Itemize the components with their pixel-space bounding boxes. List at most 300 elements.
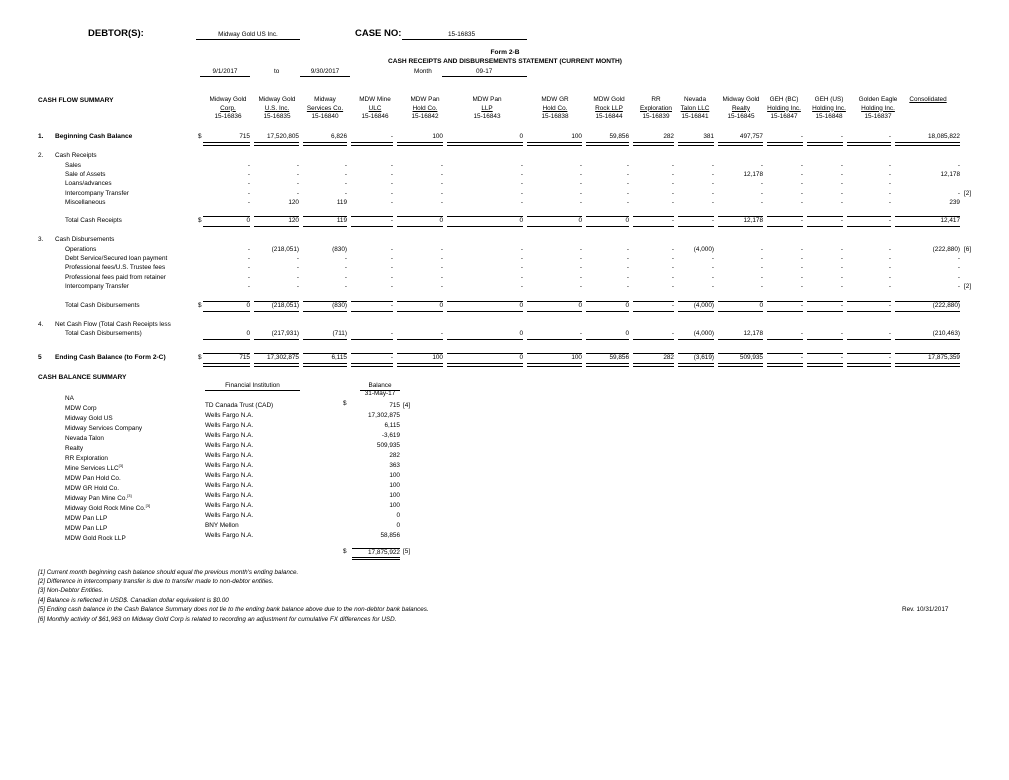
- disbursement-row-cell: (218,051): [271, 246, 299, 253]
- receipt-row-label: Loans/advances: [65, 180, 112, 187]
- row-rule: [303, 142, 347, 146]
- row-rule: [678, 226, 714, 227]
- disbursement-row-cell: -: [247, 264, 250, 271]
- balance-amount: 100: [389, 472, 400, 479]
- disbursement-row-cell: -: [840, 255, 843, 262]
- balance-entity-text: Midway Services Company: [65, 425, 143, 433]
- disbursement-row-cell: -: [520, 255, 523, 262]
- column-header-line2: ULC: [368, 104, 382, 112]
- column-header-line2: Services Co.: [306, 104, 344, 112]
- total-disbursements-cell: 0: [519, 302, 523, 309]
- net-cash-flow-label-2: Total Cash Disbursements): [65, 330, 142, 337]
- total-receipts-cell: -: [390, 217, 393, 224]
- balance-total-note: [5]: [403, 548, 411, 555]
- section-4-num: 4.: [38, 321, 44, 328]
- column-header-line2: Talon LLC: [680, 104, 710, 112]
- disbursement-row-cell: -: [390, 255, 393, 262]
- disbursement-row-cell: (222,880): [932, 246, 960, 253]
- disbursement-row-cell: -: [888, 283, 891, 290]
- row-rule: [527, 339, 582, 340]
- balance-entity-sup: [3]: [127, 493, 132, 498]
- debtor-value: Midway Gold US Inc.: [196, 31, 300, 40]
- row-rule: [351, 339, 393, 340]
- net-cash-flow-cell: 12,178: [743, 330, 763, 337]
- receipt-row-cell: -: [800, 171, 803, 178]
- disbursement-row-cell: -: [520, 274, 523, 281]
- receipt-row-label: Intercompany Transfer: [65, 190, 129, 197]
- column-header-case: 15-16839: [642, 113, 670, 120]
- disbursement-row-cell: -: [888, 264, 891, 271]
- balance-note: [4]: [403, 402, 411, 409]
- receipt-row-cell: -: [440, 180, 443, 187]
- balance-amount: 17,302,875: [368, 412, 400, 419]
- receipt-row-cell: -: [440, 171, 443, 178]
- row-rule: [254, 142, 299, 146]
- total-disbursements-cell: 0: [246, 302, 250, 309]
- row-rule: [767, 226, 803, 227]
- total-receipts-cell: 0: [578, 217, 582, 224]
- disbursement-row-cell: -: [247, 255, 250, 262]
- total-receipts-dollar: $: [198, 217, 202, 224]
- disbursement-row-cell: -: [671, 246, 674, 253]
- column-header-line1: Midway Gold: [722, 96, 760, 103]
- disbursement-row-cell: -: [520, 283, 523, 290]
- column-header-line1: Golden Eagle: [858, 96, 898, 103]
- net-cash-flow-cell: (711): [332, 330, 347, 337]
- row-rule: [586, 142, 629, 146]
- column-header-line2: LLP: [481, 104, 493, 112]
- footnote-1: [1] Current month beginning cash balance should equal the previous month's ending balance.: [38, 569, 299, 576]
- beginning-balance-cell: -: [888, 133, 891, 140]
- receipt-row-cell: -: [520, 162, 523, 169]
- receipt-row-cell: -: [296, 171, 299, 178]
- row-rule: [895, 142, 960, 146]
- receipt-row-cell: -: [296, 162, 299, 169]
- column-header-case: 15-16837: [864, 113, 892, 120]
- balance-institution: Wells Fargo N.A.: [205, 532, 254, 539]
- receipt-row-cell: -: [344, 180, 347, 187]
- row-rule: [718, 363, 763, 367]
- row-rule: [527, 142, 582, 146]
- statement-title: CASH RECEIPTS AND DISBURSEMENTS STATEMENT (CURRENT MONTH): [388, 58, 622, 65]
- receipt-row-cell: -: [520, 190, 523, 197]
- disbursement-row-cell: -: [579, 255, 582, 262]
- receipt-row-cell: -: [671, 171, 674, 178]
- balance-total: 17,875,922: [352, 548, 400, 560]
- row-rule: [203, 226, 250, 227]
- disbursement-row-cell: -: [840, 274, 843, 281]
- receipt-row-label: Sale of Assets: [65, 171, 106, 178]
- row-rule: [767, 363, 803, 367]
- balance-amount: 100: [389, 502, 400, 509]
- disbursement-row-cell: -: [440, 246, 443, 253]
- receipt-row-note: [2]: [964, 190, 972, 197]
- receipt-row-cell: -: [840, 180, 843, 187]
- disbursement-row-cell: -: [626, 274, 629, 281]
- beginning-balance-cell: 6,826: [331, 133, 347, 140]
- footnote-5: [5] Ending cash balance in the Cash Balance Summary does not tie to the ending bank balance above due to the non-debtor bank balances.: [38, 606, 429, 613]
- balance-date: 31-May-17: [364, 390, 396, 397]
- receipt-row-cell: -: [247, 162, 250, 169]
- receipt-row-cell: -: [626, 180, 629, 187]
- receipt-row-cell: -: [671, 190, 674, 197]
- disbursement-row-cell: -: [440, 274, 443, 281]
- disbursement-row-note: [2]: [964, 283, 972, 290]
- disbursement-row-cell: -: [390, 264, 393, 271]
- disbursement-row-cell: -: [520, 246, 523, 253]
- receipt-row-cell: -: [760, 180, 763, 187]
- row-rule: [895, 311, 960, 312]
- balance-institution: Wells Fargo N.A.: [205, 432, 254, 439]
- disbursement-row-cell: -: [247, 274, 250, 281]
- footnote-6: [6] Monthly activity of $61,963 on Midway Gold Corp is related to recording an adjustment for cumulative FX differences for USD.: [38, 616, 397, 623]
- section-2-num: 2.: [38, 152, 44, 159]
- balance-entity-text: MDW Pan Hold Co.: [65, 475, 121, 483]
- balance-entity-text: Midway Pan Mine Co.: [65, 495, 128, 503]
- disbursement-row-cell: -: [671, 255, 674, 262]
- financial-institution-header: Financial Institution: [205, 382, 300, 391]
- disbursement-row-cell: -: [296, 255, 299, 262]
- column-header-line2: Consolidated: [909, 96, 947, 103]
- disbursement-row-cell: -: [247, 246, 250, 253]
- column-header-case: 15-16848: [815, 113, 843, 120]
- ending-balance-cell: 509,935: [739, 354, 763, 361]
- receipt-row-cell: -: [344, 162, 347, 169]
- form-number: Form 2-B: [490, 49, 520, 56]
- disbursement-row-cell: -: [296, 274, 299, 281]
- row-rule: [303, 363, 347, 367]
- receipt-row-cell: -: [760, 199, 763, 206]
- column-header-line1: Midway Gold: [209, 96, 247, 103]
- footnote-2: [2] Difference in intercompany transfer is due to transfer made to non-debtor entities.: [38, 578, 274, 585]
- balance-institution: BNY Mellon: [205, 522, 239, 529]
- row-rule: [807, 142, 843, 146]
- beginning-balance-cell: -: [390, 133, 393, 140]
- disbursement-row-cell: -: [711, 283, 714, 290]
- footnote-3: [3] Non-Debtor Entities.: [38, 587, 104, 594]
- receipt-row-cell: -: [760, 162, 763, 169]
- receipt-row-cell: -: [800, 199, 803, 206]
- column-header-line1: MDW Pan: [472, 96, 502, 103]
- disbursement-row-cell: -: [957, 255, 960, 262]
- receipt-row-cell: -: [800, 190, 803, 197]
- balance-entity-sup: [3]: [145, 503, 151, 508]
- receipt-row-cell: -: [247, 180, 250, 187]
- balance-amount: 509,935: [376, 442, 400, 449]
- ending-balance-cell: 100: [571, 354, 582, 361]
- receipt-row-cell: -: [626, 190, 629, 197]
- receipt-row-cell: -: [390, 162, 393, 169]
- balance-entity-text: Midway Gold Rock Mine Co.: [65, 505, 146, 513]
- disbursement-row-cell: -: [626, 246, 629, 253]
- receipt-row-cell: -: [440, 190, 443, 197]
- disbursement-row-cell: -: [800, 283, 803, 290]
- balance-institution: Wells Fargo N.A.: [205, 412, 254, 419]
- disbursement-row-cell: -: [888, 274, 891, 281]
- disbursement-row-label: Professional fees paid from retainer: [65, 274, 166, 281]
- disbursement-row-cell: -: [671, 274, 674, 281]
- ending-dollar-sign: $: [198, 354, 202, 361]
- beginning-balance-cell: 59,856: [609, 133, 629, 140]
- row-rule: [203, 311, 250, 312]
- disbursement-row-cell: -: [840, 264, 843, 271]
- row-rule: [718, 142, 763, 146]
- ending-balance-cell: 17,302,875: [267, 354, 299, 361]
- row-rule: [678, 142, 714, 146]
- receipt-row-cell: -: [390, 171, 393, 178]
- cash-flow-summary-label: CASH FLOW SUMMARY: [38, 97, 114, 104]
- row-rule: [586, 363, 629, 367]
- disbursement-row-cell: -: [711, 264, 714, 271]
- ending-balance-cell: -: [840, 354, 843, 361]
- disbursement-row-cell: -: [247, 283, 250, 290]
- disbursement-row-cell: -: [957, 283, 960, 290]
- disbursement-row-cell: -: [626, 283, 629, 290]
- beginning-balance-cell: 381: [703, 133, 714, 140]
- disbursement-row-cell: -: [579, 283, 582, 290]
- beginning-dollar-sign: $: [198, 133, 202, 140]
- net-cash-flow-cell: -: [390, 330, 393, 337]
- receipt-row-cell: -: [888, 180, 891, 187]
- total-disbursements-cell: 0: [578, 302, 582, 309]
- column-header-case: 15-16846: [361, 113, 389, 120]
- balance-entity-text: Realty: [65, 445, 84, 453]
- disbursement-row-cell: -: [800, 274, 803, 281]
- receipt-row-cell: -: [711, 180, 714, 187]
- row-rule: [397, 363, 443, 367]
- total-receipts-cell: -: [671, 217, 674, 224]
- disbursement-row-cell: -: [440, 264, 443, 271]
- disbursement-row-label: Operations: [65, 246, 97, 253]
- balance-amount: -3,619: [381, 432, 400, 439]
- column-header-case: 15-16845: [727, 113, 755, 120]
- total-disbursements-label: Total Cash Disbursements: [65, 302, 140, 309]
- row-rule: [397, 311, 443, 312]
- column-header-line2: Exploration: [640, 104, 672, 112]
- total-disbursements-cell: -: [840, 302, 843, 309]
- disbursement-row-cell: -: [579, 274, 582, 281]
- section-3-num: 3.: [38, 236, 44, 243]
- balance-institution: Wells Fargo N.A.: [205, 502, 254, 509]
- ending-balance-cell: (3,619): [693, 354, 714, 361]
- column-header-case: 15-16841: [681, 113, 709, 120]
- row-rule: [447, 142, 523, 146]
- receipt-row-cell: -: [840, 199, 843, 206]
- row-rule: [254, 339, 299, 340]
- receipt-row-cell: -: [671, 199, 674, 206]
- receipt-row-cell: -: [957, 190, 960, 197]
- ending-balance-cell: 6,115: [331, 354, 347, 361]
- beginning-balance-cell: 0: [519, 133, 523, 140]
- column-header-14: [900, 96, 956, 105]
- total-receipts-cell: 12,178: [743, 217, 763, 224]
- receipt-row-cell: -: [888, 162, 891, 169]
- period-start: 9/1/2017: [200, 68, 250, 77]
- row-rule: [847, 142, 891, 146]
- balance-header: Balance: [360, 382, 400, 391]
- receipt-row-cell: -: [579, 199, 582, 206]
- receipt-row-cell: 239: [949, 199, 960, 206]
- column-header-3: [347, 96, 403, 122]
- disbursement-row-cell: -: [520, 264, 523, 271]
- receipt-row-cell: -: [760, 190, 763, 197]
- balance-institution: Wells Fargo N.A.: [205, 462, 254, 469]
- receipt-row-cell: -: [626, 162, 629, 169]
- receipt-row-cell: -: [840, 171, 843, 178]
- row-rule: [203, 142, 250, 146]
- column-header-12: [801, 96, 857, 122]
- balance-entity-text: Nevada Talon: [65, 435, 104, 443]
- section-5-num: 5: [38, 354, 42, 361]
- cash-disbursements-label: Cash Disbursements: [55, 236, 115, 243]
- column-header-line1: MDW Gold: [593, 96, 625, 103]
- column-header-line1: Midway: [314, 96, 336, 103]
- total-receipts-cell: -: [711, 217, 714, 224]
- row-rule: [718, 339, 763, 340]
- column-header-case: 15-16835: [263, 113, 291, 120]
- row-rule: [678, 311, 714, 312]
- receipt-row-cell: 119: [336, 199, 347, 206]
- beginning-cash-balance-label: Beginning Cash Balance: [55, 133, 133, 140]
- balance-entity-text: NA: [65, 395, 74, 403]
- total-receipts-cell: -: [888, 217, 891, 224]
- row-rule: [447, 363, 523, 367]
- row-rule: [447, 311, 523, 312]
- net-cash-flow-label: Net Cash Flow (Total Cash Receipts less: [55, 321, 171, 328]
- column-header-5: [459, 96, 515, 122]
- row-rule: [447, 339, 523, 340]
- row-rule: [203, 339, 250, 340]
- receipt-row-cell: 120: [288, 199, 299, 206]
- disbursement-row-cell: -: [296, 264, 299, 271]
- case-value: 15-16835: [402, 31, 527, 40]
- disbursement-row-label: Debt Service/Secured loan payment: [65, 255, 168, 262]
- column-header-case: 15-16842: [411, 113, 439, 120]
- row-rule: [847, 311, 891, 312]
- disbursement-row-cell: -: [711, 255, 714, 262]
- beginning-balance-cell: 100: [571, 133, 582, 140]
- column-header-line1: MDW GR: [541, 96, 569, 103]
- net-cash-flow-cell: 0: [246, 330, 250, 337]
- disbursement-row-cell: -: [344, 283, 347, 290]
- balance-total-dollar: $: [343, 548, 347, 555]
- disbursement-row-cell: (4,000): [693, 246, 714, 253]
- row-rule: [351, 311, 393, 312]
- cash-balance-summary-label: CASH BALANCE SUMMARY: [38, 374, 127, 381]
- column-header-line1: GEH (BC): [769, 96, 799, 103]
- receipt-row-cell: -: [390, 199, 393, 206]
- row-rule: [767, 142, 803, 146]
- receipt-row-cell: -: [440, 162, 443, 169]
- total-disbursements-cell: -: [800, 302, 803, 309]
- total-receipts-label: Total Cash Receipts: [65, 217, 122, 224]
- receipt-row-cell: -: [888, 199, 891, 206]
- balance-institution: Wells Fargo N.A.: [205, 472, 254, 479]
- ending-balance-cell: 17,875,359: [928, 354, 960, 361]
- receipt-row-cell: 12,178: [940, 171, 960, 178]
- footnote-4: [4] Balance is reflected in USD$. Canadian dollar equivalent is $0.00: [38, 597, 229, 604]
- column-header-line2: Corp.: [220, 104, 236, 112]
- balance-institution: Wells Fargo N.A.: [205, 422, 254, 429]
- row-rule: [447, 226, 523, 227]
- disbursement-row-note: [6]: [964, 246, 972, 253]
- revision-date: Rev. 10/31/2017: [902, 606, 949, 613]
- balance-amount: 715: [389, 402, 400, 409]
- balance-entity-name: [65, 532, 126, 543]
- row-rule: [303, 226, 347, 227]
- disbursement-row-cell: -: [760, 246, 763, 253]
- disbursement-row-cell: -: [671, 264, 674, 271]
- row-rule: [633, 142, 674, 146]
- row-rule: [847, 339, 891, 340]
- column-header-line1: RR: [651, 96, 661, 103]
- total-receipts-cell: 0: [625, 217, 629, 224]
- disbursement-row-cell: -: [888, 255, 891, 262]
- disbursement-row-cell: -: [760, 264, 763, 271]
- column-header-line2: U.S. Inc.: [264, 104, 290, 112]
- row-rule: [633, 339, 674, 340]
- disbursement-row-cell: -: [344, 255, 347, 262]
- column-header-line2: Rock LLP: [595, 104, 623, 112]
- receipt-row-cell: -: [579, 180, 582, 187]
- disbursement-row-cell: -: [760, 274, 763, 281]
- balance-entity-text: Midway Gold US: [65, 415, 113, 423]
- row-rule: [847, 226, 891, 227]
- row-rule: [586, 311, 629, 312]
- case-label: CASE NO:: [355, 28, 402, 39]
- period-end: 9/30/2017: [300, 68, 350, 77]
- disbursement-row-cell: -: [440, 255, 443, 262]
- total-disbursements-cell: -: [390, 302, 393, 309]
- ending-balance-cell: 100: [432, 354, 443, 361]
- receipt-row-cell: -: [344, 190, 347, 197]
- balance-amount: 58,856: [380, 532, 400, 539]
- balance-entity-text: MDW Pan LLP: [65, 515, 108, 523]
- month-label: Month: [414, 68, 432, 75]
- receipt-row-cell: -: [626, 199, 629, 206]
- ending-balance-cell: -: [888, 354, 891, 361]
- balance-amount: 100: [389, 492, 400, 499]
- row-rule: [767, 339, 803, 340]
- receipt-row-cell: -: [520, 171, 523, 178]
- total-disbursements-cell: 0: [759, 302, 763, 309]
- row-rule: [397, 142, 443, 146]
- column-header-case: 15-16844: [595, 113, 623, 120]
- total-receipts-cell: 120: [288, 217, 299, 224]
- net-cash-flow-cell: -: [671, 330, 674, 337]
- ending-balance-cell: 59,856: [609, 354, 629, 361]
- row-rule: [718, 226, 763, 227]
- column-header-0: [200, 96, 256, 122]
- receipt-row-cell: -: [344, 171, 347, 178]
- receipt-row-label: Sales: [65, 162, 81, 169]
- column-header-line1: GEH (US): [814, 96, 844, 103]
- column-header-case: 15-16843: [473, 113, 501, 120]
- total-receipts-cell: -: [840, 217, 843, 224]
- beginning-balance-cell: 18,085,822: [928, 133, 960, 140]
- row-rule: [895, 363, 960, 367]
- disbursement-row-cell: -: [840, 246, 843, 253]
- beginning-balance-cell: -: [800, 133, 803, 140]
- balance-entity-text: MDW Gold Rock LLP: [65, 535, 126, 543]
- column-header-case: 15-16838: [541, 113, 569, 120]
- disbursement-row-cell: (830): [332, 246, 347, 253]
- net-cash-flow-cell: -: [440, 330, 443, 337]
- month-value: 09-17: [442, 68, 527, 77]
- row-rule: [633, 311, 674, 312]
- row-rule: [254, 226, 299, 227]
- balance-entity-text: Mine Services LLC: [65, 465, 119, 473]
